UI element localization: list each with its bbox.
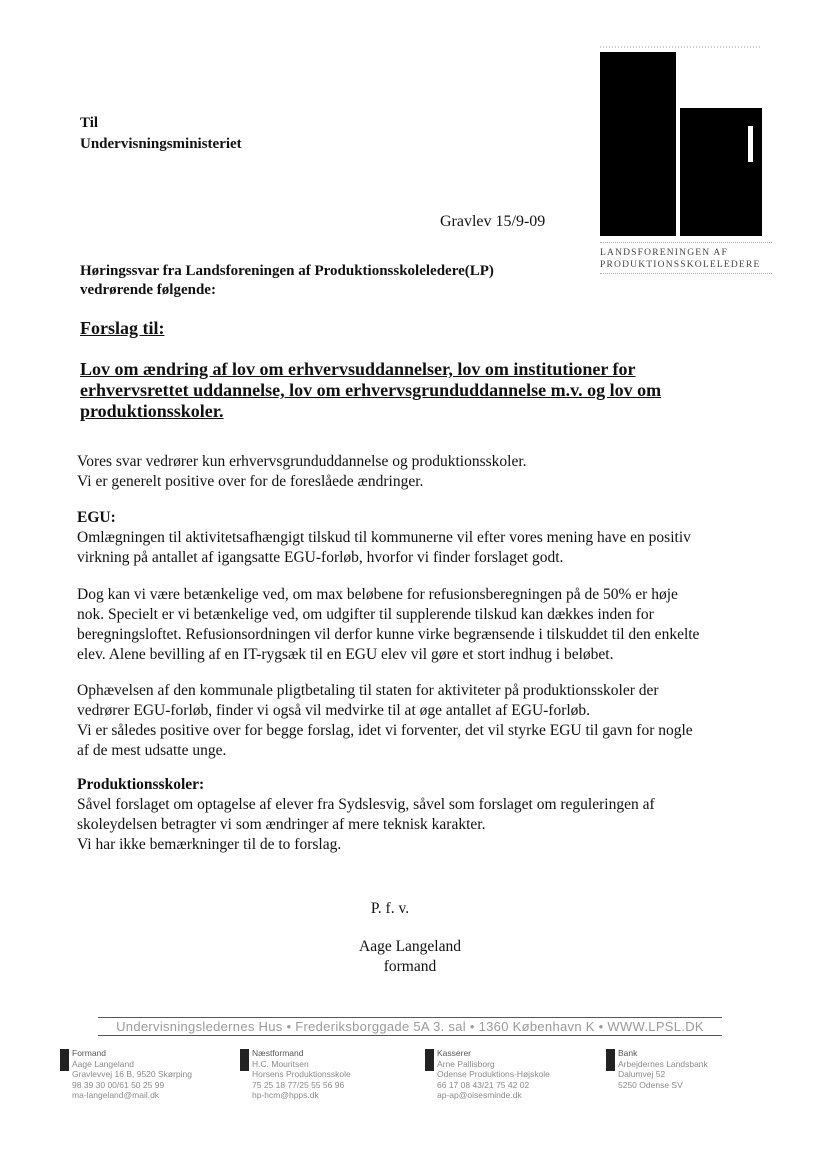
contact-role: Kasserer bbox=[437, 1048, 472, 1058]
egu-p2-line4: elev. Alene bevilling af en IT-rygsæk til en EGU elev vil gøre et stort indhug i beløbet. bbox=[77, 646, 614, 663]
intro-line2: Vi er generelt positive over for de foreslåede ændringer. bbox=[77, 473, 424, 490]
bill-title-line2: erhvervsrettet uddannelse, lov om erhvervsgrunduddannelse m.v. og lov om bbox=[80, 380, 662, 400]
subject-block bbox=[80, 262, 494, 300]
contact-formand bbox=[72, 1048, 192, 1101]
subject-line2: vedrørende følgende: bbox=[80, 282, 216, 298]
egu-section bbox=[77, 508, 757, 568]
contact-line2: 98 39 30 00/61 50 25 99 bbox=[72, 1079, 165, 1090]
lp-logo bbox=[600, 46, 760, 274]
bill-title-line1: Lov om ændring af lov om erhvervsuddannelser, lov om institutioner for bbox=[80, 359, 636, 379]
intro-paragraph bbox=[77, 452, 757, 492]
contact-marker bbox=[60, 1049, 69, 1071]
egu-p1-line2: virkning på antallet af igangsatte EGU-forløb, hvorfor vi finder forslaget godt. bbox=[77, 549, 564, 566]
recipient-label: Til bbox=[80, 115, 99, 131]
contact-kasserer bbox=[437, 1048, 550, 1101]
contact-marker bbox=[240, 1049, 249, 1071]
egu-heading: EGU: bbox=[77, 509, 116, 526]
egu-p3-line4: af de mest udsatte unge. bbox=[77, 742, 227, 759]
produktionsskoler-line3: Vi har ikke bemærkninger til de to forslag. bbox=[77, 836, 342, 853]
contact-line1: Horsens Produktionsskole bbox=[252, 1069, 351, 1079]
contact-line3: ma-langeland@mail.dk bbox=[72, 1090, 160, 1100]
logo-text-line1: LANDSFORENINGEN AF bbox=[600, 248, 728, 258]
contact-role: Næstformand bbox=[252, 1048, 304, 1058]
contact-line1: Dalumvej 52 bbox=[618, 1069, 666, 1079]
bill-title bbox=[80, 359, 720, 422]
contact-marker bbox=[425, 1049, 434, 1071]
contact-name: Arbejdernes Landsbank bbox=[618, 1058, 708, 1069]
contact-name: Aage Langeland bbox=[72, 1058, 134, 1069]
egu-p2-line3: beregningsloftet. Refusionsordningen vil derfor kunne virke begrænsende i tilskuddet til den enkelte bbox=[77, 626, 700, 643]
contact-marker bbox=[606, 1049, 615, 1071]
contact-line1: Gravlevvej 16 B, 9520 Skørping bbox=[72, 1069, 193, 1079]
egu-p2-line2: nok. Specielt er vi betænkelige ved, om udgifter til supplerende tilskud kan dækkes inden for bbox=[77, 606, 654, 623]
contact-name: Arne Pallisborg bbox=[437, 1058, 495, 1069]
intro-line1: Vores svar vedrører kun erhvervsgrunduddannelse og produktionsskoler. bbox=[77, 453, 527, 470]
signatory-name: Aage Langeland bbox=[359, 938, 461, 955]
produktionsskoler-line1: Såvel forslaget om optagelse af elever fra Sydslesvig, såvel som forslaget om reguleringen af bbox=[77, 796, 655, 813]
contact-role: Bank bbox=[618, 1048, 638, 1058]
contact-line2: 66 17 08 43/21 75 42 02 bbox=[437, 1079, 530, 1090]
contact-line2: 5250 Odense SV bbox=[618, 1079, 683, 1090]
subject-line1: Høringssvar fra Landsforeningen af Produktionsskoleledere(LP) bbox=[80, 263, 494, 279]
produktionsskoler-heading: Produktionsskoler: bbox=[77, 776, 205, 793]
forslag-label: Forslag til: bbox=[80, 318, 165, 338]
recipient-block bbox=[80, 113, 242, 155]
contact-naestformand bbox=[252, 1048, 351, 1101]
egu-paragraph-3 bbox=[77, 681, 757, 761]
egu-p3-line1: Ophævelsen af den kommunale pligtbetaling til staten for aktiviteter på produktionsskoler der bbox=[77, 682, 659, 699]
egu-p3-line2: vedrører EGU-forløb, finder vi også vil medvirke til at øge antallet af EGU-forløb. bbox=[77, 702, 591, 719]
egu-p3-line3: Vi er således positive over for begge forslag, idet vi forventer, det vil styrke EGU til gavn for nogle bbox=[77, 722, 693, 739]
contact-name: H.C. Mouritsen bbox=[252, 1058, 309, 1069]
logo-text-line2: PRODUKTIONSSKOLELEDERE bbox=[600, 260, 761, 270]
produktionsskoler-section bbox=[77, 775, 757, 855]
lp-logo-mark bbox=[600, 46, 762, 236]
contact-bank bbox=[618, 1048, 708, 1090]
contact-line1: Odense Produktions-Højskole bbox=[437, 1069, 550, 1079]
closing-pfv: P. f. v. bbox=[370, 900, 410, 917]
letter-date: Gravlev 15/9-09 bbox=[440, 213, 546, 230]
contact-role: Formand bbox=[72, 1048, 107, 1058]
contact-line3: hp-hcm@hpps.dk bbox=[252, 1090, 319, 1100]
egu-paragraph-2 bbox=[77, 585, 757, 665]
footer-address: Undervisningsledernes Hus • Frederiksborggade 5A 3. sal • 1360 København K • WWW.LPSL.DK bbox=[98, 1017, 722, 1036]
recipient-name: Undervisningsministeriet bbox=[80, 136, 242, 152]
contact-line3: ap-ap@oisesminde.dk bbox=[437, 1090, 522, 1100]
bill-title-line3: produktionsskoler. bbox=[80, 401, 224, 421]
contact-line2: 75 25 18 77/25 55 56 96 bbox=[252, 1079, 345, 1090]
signature-block bbox=[340, 937, 480, 977]
signatory-role: formand bbox=[383, 958, 437, 975]
egu-p2-line1: Dog kan vi være betænkelige ved, om max beløbene for refusionsberegningen på de 50% er høje bbox=[77, 586, 678, 603]
produktionsskoler-line2: skoleydelsen betragter vi som ændringer af mere teknisk karakter. bbox=[77, 816, 486, 833]
egu-p1-line1: Omlægningen til aktivitetsafhængigt tilskud til kommunerne vil efter vores mening have en positiv bbox=[77, 529, 691, 546]
